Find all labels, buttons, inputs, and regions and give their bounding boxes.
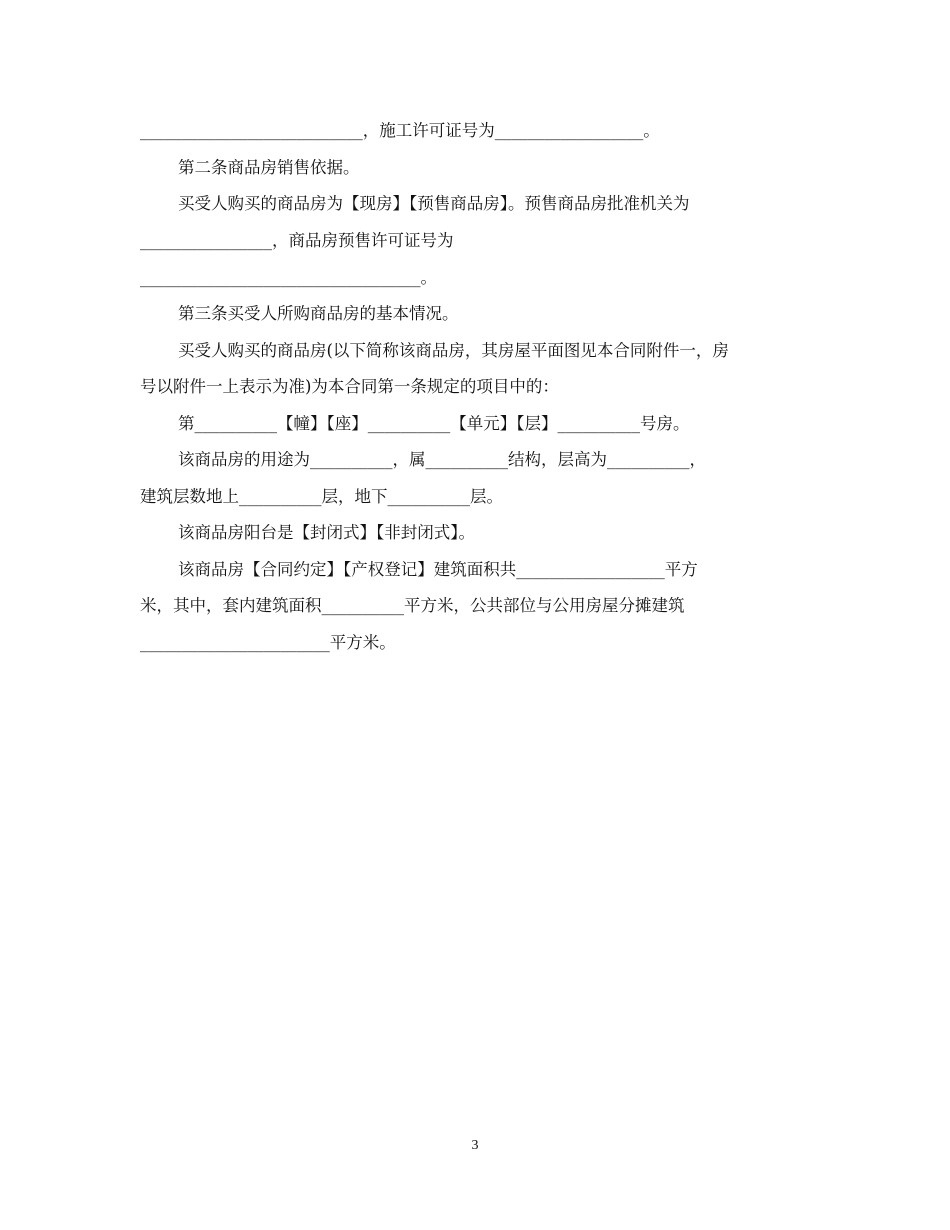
article-3-heading: 第三条买受人所购商品房的基本情况。 <box>178 304 459 323</box>
page-number: 3 <box>471 1138 479 1153</box>
text-line-unit-number: 第__________【幢】【座】__________【单元】【层】__________号房。 <box>178 414 690 433</box>
text-line-property-description: 买受人购买的商品房(以下简称该商品房，其房屋平面图见本合同附件一，房 <box>178 341 729 360</box>
text-line-presale-permit: ________________，商品房预售许可证号为 <box>140 231 454 250</box>
text-line-inner-area: 米，其中，套内建筑面积__________平方米，公共部位与公用房屋分摊建筑 <box>140 596 685 615</box>
text-line-usage-structure: 该商品房的用途为__________，属__________结构，层高为__________， <box>178 450 706 469</box>
text-line-balcony: 该商品房阳台是【封闭式】【非封闭式】。 <box>178 523 475 542</box>
text-line-sale-type: 买受人购买的商品房为【现房】【预售商品房】。预售商品房批准机关为 <box>178 194 690 213</box>
text-line-presale-permit-blank: __________________________________。 <box>140 268 437 287</box>
text-line-building-area: 该商品房【合同约定】【产权登记】建筑面积共__________________平方 <box>178 560 698 579</box>
text-line-permit-number: ___________________________，施工许可证号为__________________。 <box>140 121 660 140</box>
text-line-property-description-cont: 号以附件一上表示为准)为本合同第一条规定的项目中的： <box>140 377 559 396</box>
text-line-floors: 建筑层数地上__________层，地下__________层。 <box>140 487 503 506</box>
article-2-heading: 第二条商品房销售依据。 <box>178 158 360 177</box>
text-line-shared-area: _______________________平方米。 <box>140 633 396 652</box>
